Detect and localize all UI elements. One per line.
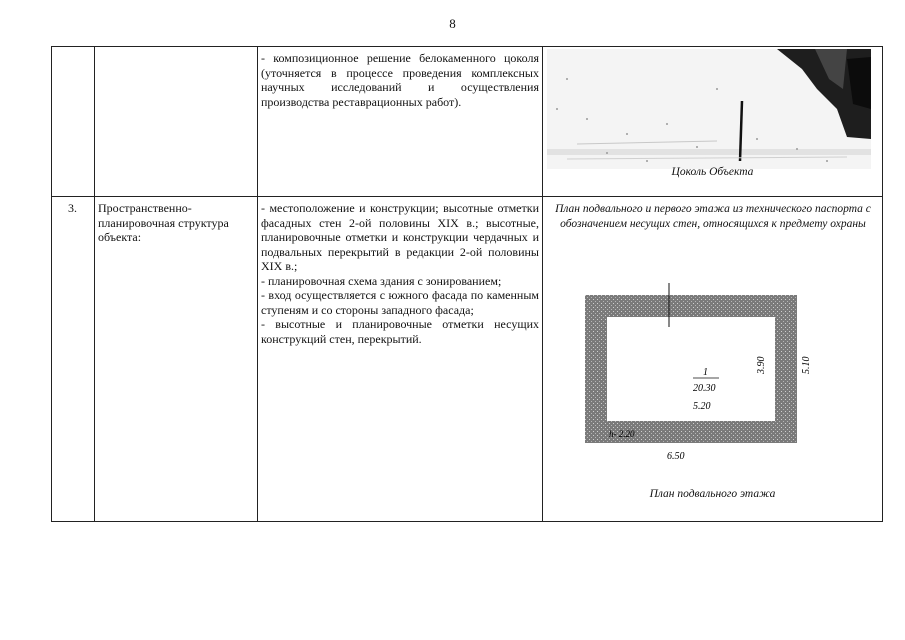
row-description-cell bbox=[258, 197, 543, 522]
room-interior bbox=[607, 317, 775, 421]
room-area-label: 20.30 bbox=[693, 383, 716, 394]
image-cell bbox=[543, 47, 883, 197]
plinth-photo bbox=[547, 49, 871, 169]
basement-floor-plan bbox=[581, 279, 871, 489]
ceiling-height-label: h- 2.20 bbox=[609, 429, 635, 439]
inner-width-label: 5.20 bbox=[693, 401, 711, 412]
table-row bbox=[52, 47, 883, 197]
description-item: - вход осуществляется с южного фасада по каменным ступеням и со стороны западного фасада; bbox=[261, 288, 539, 317]
outer-height-label: 5.10 bbox=[801, 356, 812, 374]
description-item: - планировочная схема здания с зонированием; bbox=[261, 273, 502, 288]
outer-width-label: 6.50 bbox=[667, 451, 685, 462]
plan-title: План подвального и первого этажа из технического паспорта с обозначением несущих стен, относящихся к предмету охраны bbox=[555, 203, 871, 230]
row-name-cell bbox=[95, 47, 258, 197]
plan-caption: План подвального этажа bbox=[649, 488, 776, 500]
row-number-cell bbox=[52, 47, 95, 197]
description-item: - местоположение и конструкции; высотные отметки фасадных стен 2-ой половины XIX в.; высотные, планировочные отметки и конструкции чердачных и подвальных перекрытий в редакции 2-ой половины XIX в.; bbox=[261, 201, 539, 273]
protection-subject-table bbox=[51, 46, 883, 522]
page-number: 8 bbox=[449, 16, 456, 31]
row-number-cell: 3. bbox=[52, 197, 95, 522]
image-cell bbox=[543, 197, 883, 522]
photo-caption: Цоколь Объекта bbox=[671, 166, 754, 178]
description-item: - высотные и планировочные отметки несущих конструкций стен, перекрытий. bbox=[261, 317, 539, 346]
room-number-label: 1 bbox=[703, 367, 708, 378]
row-description-cell bbox=[258, 47, 543, 197]
row-name-cell: Пространственно-планировочная структура объекта: bbox=[95, 197, 258, 522]
description-item: - композиционное решение белокаменного цоколя (уточняется в процессе проведения комплексных научных исследований и осуществления производства реставрационных работ). bbox=[261, 51, 539, 109]
inner-height-label: 3.90 bbox=[756, 356, 767, 374]
table-row bbox=[52, 197, 883, 522]
